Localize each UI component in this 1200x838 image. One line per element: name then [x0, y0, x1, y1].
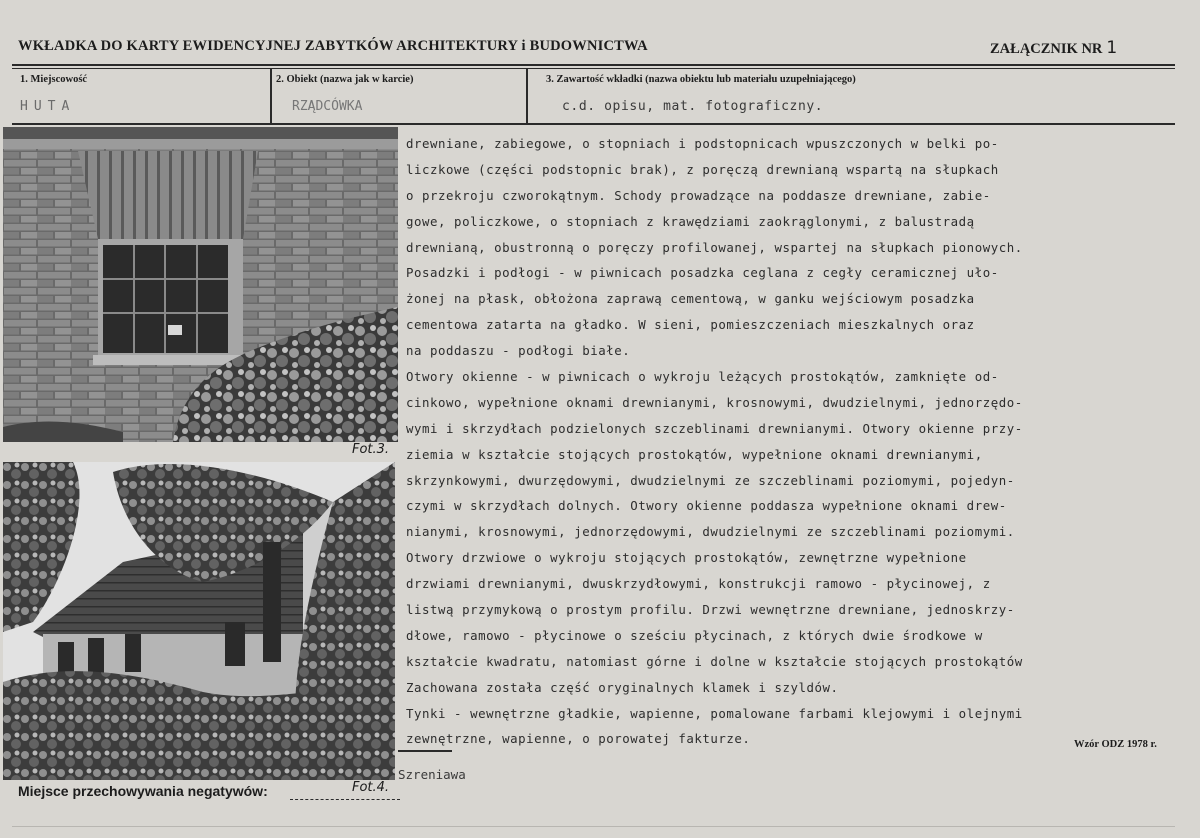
- description-line: drewnianą, obustronną o poręczy profilowanej, wspartej na słupkach pionowych.: [406, 239, 1023, 255]
- description-line: gowe, policzkowe, o stopniach z krawędziami zaokrąglonymi, z balustradą: [406, 213, 975, 229]
- description-line: na poddaszu - podłogi białe.: [406, 343, 631, 359]
- description-line: Zachowana została część oryginalnych klamek i szyldów.: [406, 679, 839, 695]
- description-line: skrzynkowymi, dwurzędowymi, dwudzielnymi ze szczeblinami poziomymi, pojedyn-: [406, 472, 1015, 488]
- object-label: 2. Obiekt (nazwa jak w karcie): [276, 74, 414, 85]
- locality-value: HUTA: [20, 99, 76, 114]
- photo-house-among-trees: [3, 462, 395, 780]
- description-line: listwą przymykową o prostym profilu. Drzwi wewnętrzne drewniane, jednoskrzy-: [406, 602, 1015, 618]
- fields-bottom-rule: [12, 123, 1175, 125]
- description-line: zewnętrzne, wapienne, o porowatej fakturze.: [406, 731, 751, 747]
- description-line: wymi i skrzydłach podzielonych szczeblinami drewnianymi. Otwory okienne przy-: [406, 420, 1023, 436]
- photo-brick-wall-window: [3, 127, 398, 442]
- photo2-label: Fot.4.: [352, 780, 390, 795]
- description-line: cinkowo, wypełnione oknami drewnianymi, krosnowymi, dwudzielnymi, jednorzędo-: [406, 394, 1023, 410]
- header-rule: [12, 64, 1175, 66]
- description-line: dłowe, ramowo - płycinowe o sześciu płycinach, z których dwie środkowe w: [406, 627, 983, 643]
- annex-number: [990, 38, 1117, 58]
- negatives-storage-line: [290, 799, 400, 800]
- object-value: RZĄDCÓWKA: [292, 99, 363, 114]
- form-title: WKŁADKA DO KARTY EWIDENCYJNEJ ZABYTKÓW ARCHITEKTURY i BUDOWNICTWA: [18, 38, 648, 54]
- description-line: drewniane, zabiegowe, o stopniach i podstopnicach wpuszczonych w belki po-: [406, 136, 999, 151]
- photo1-label: Fot.3.: [352, 442, 390, 457]
- description-line: Tynki - wewnętrzne gładkie, wapienne, pomalowane farbami klejowymi i olejnymi: [406, 705, 1023, 721]
- description-line: liczkowe (części podstopnic brak), z poręczą drewnianą wspartą na słupkach: [406, 161, 999, 177]
- annex-number-value: 1: [1106, 38, 1118, 58]
- description-line: nianymi, krosnowymi, jednorzędowymi, dwudzielnymi ze szczeblinami poziomymi.: [406, 524, 1015, 540]
- storage-place: Szreniawa: [398, 767, 466, 782]
- form-code: Wzór ODZ 1978 r.: [1074, 739, 1157, 750]
- description-line: drzwiami drewnianymi, dwuskrzydłowymi, konstrukcji ramowo - płycinowej, z: [406, 576, 991, 592]
- description-text: [406, 131, 1186, 752]
- description-line: kształcie kwadratu, natomiast górne i dolne w kształcie stojących prostokątów: [406, 653, 1023, 669]
- description-line: ziemia w kształcie stojących prostokątów, wypełnione oknami drewnianymi,: [406, 446, 983, 462]
- description-line: Otwory drzwiowe o wykroju stojących prostokątów, zewnętrzne wypełnione: [406, 550, 967, 566]
- header-rule-thin: [12, 68, 1175, 69]
- description-line: Otwory okienne - w piwnicach o wykroju leżących prostokątów, zamknięte od-: [406, 369, 999, 385]
- field-divider-2: [526, 68, 528, 124]
- field-divider-1: [270, 68, 272, 124]
- description-line: żonej na płask, obłożona zaprawą cementową, w ganku wejściowym posadzka: [406, 291, 975, 307]
- description-line: Posadzki i podłogi - w piwnicach posadzka ceglana z cegły ceramicznej uło-: [406, 265, 999, 281]
- description-line: czymi w skrzydłach dolnych. Otwory okienne poddasza wypełnione oknami drew-: [406, 498, 1007, 514]
- annex-label: ZAŁĄCZNIK NR: [990, 41, 1103, 57]
- description-line: cementowa zatarta na gładko. W sieni, pomieszczeniach mieszkalnych oraz: [406, 317, 975, 333]
- locality-label: 1. Miejscowość: [20, 74, 88, 85]
- contents-value: c.d. opisu, mat. fotograficzny.: [562, 99, 824, 114]
- contents-label: 3. Zawartość wkładki (nazwa obiektu lub materiału uzupełniającego): [546, 74, 856, 85]
- text-end-rule: [398, 750, 452, 752]
- negatives-storage-label: Miejsce przechowywania negatywów:: [18, 783, 268, 799]
- description-line: o przekroju czworokątnym. Schody prowadzące na poddasze drewniane, zabie-: [406, 187, 991, 203]
- bottom-edge: [12, 826, 1175, 827]
